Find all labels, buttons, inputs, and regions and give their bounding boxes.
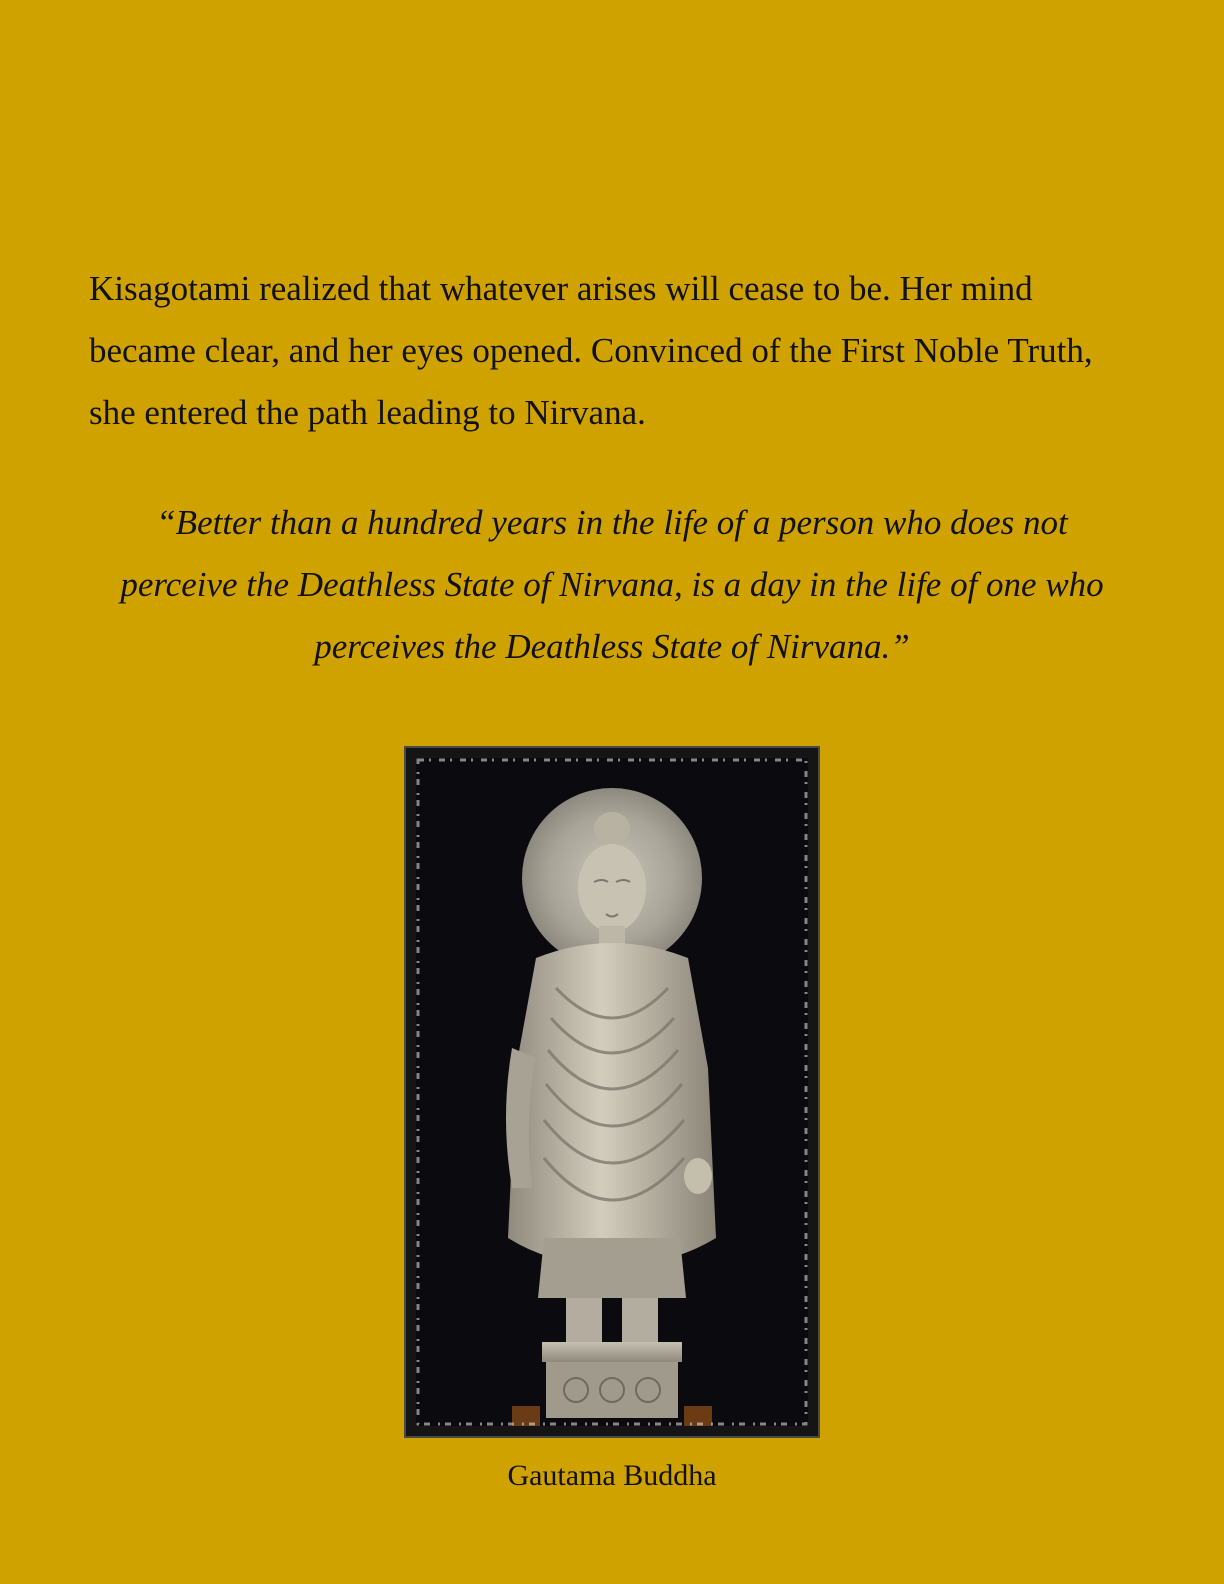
buddha-statue-photo xyxy=(406,748,818,1436)
body-paragraph: Kisagotami realized that whatever arises will cease to be. Her mind became clear, and her eyes opened. Convinced of the First Noble Truth, she entered the path leading to Nirvana. xyxy=(89,269,1093,432)
statue-pedestal xyxy=(542,1342,682,1362)
buddha-quote: “Better than a hundred years in the life of a person who does not perceive the Deathless State of Nirvana, is a day in the life of one who perceives the Deathless State of Nirvana.” xyxy=(120,503,1104,666)
statue-illustration xyxy=(416,758,808,1426)
figure-caption: Gautama Buddha xyxy=(507,1459,717,1492)
statue-robe xyxy=(508,943,716,1264)
statue-head xyxy=(578,844,646,932)
